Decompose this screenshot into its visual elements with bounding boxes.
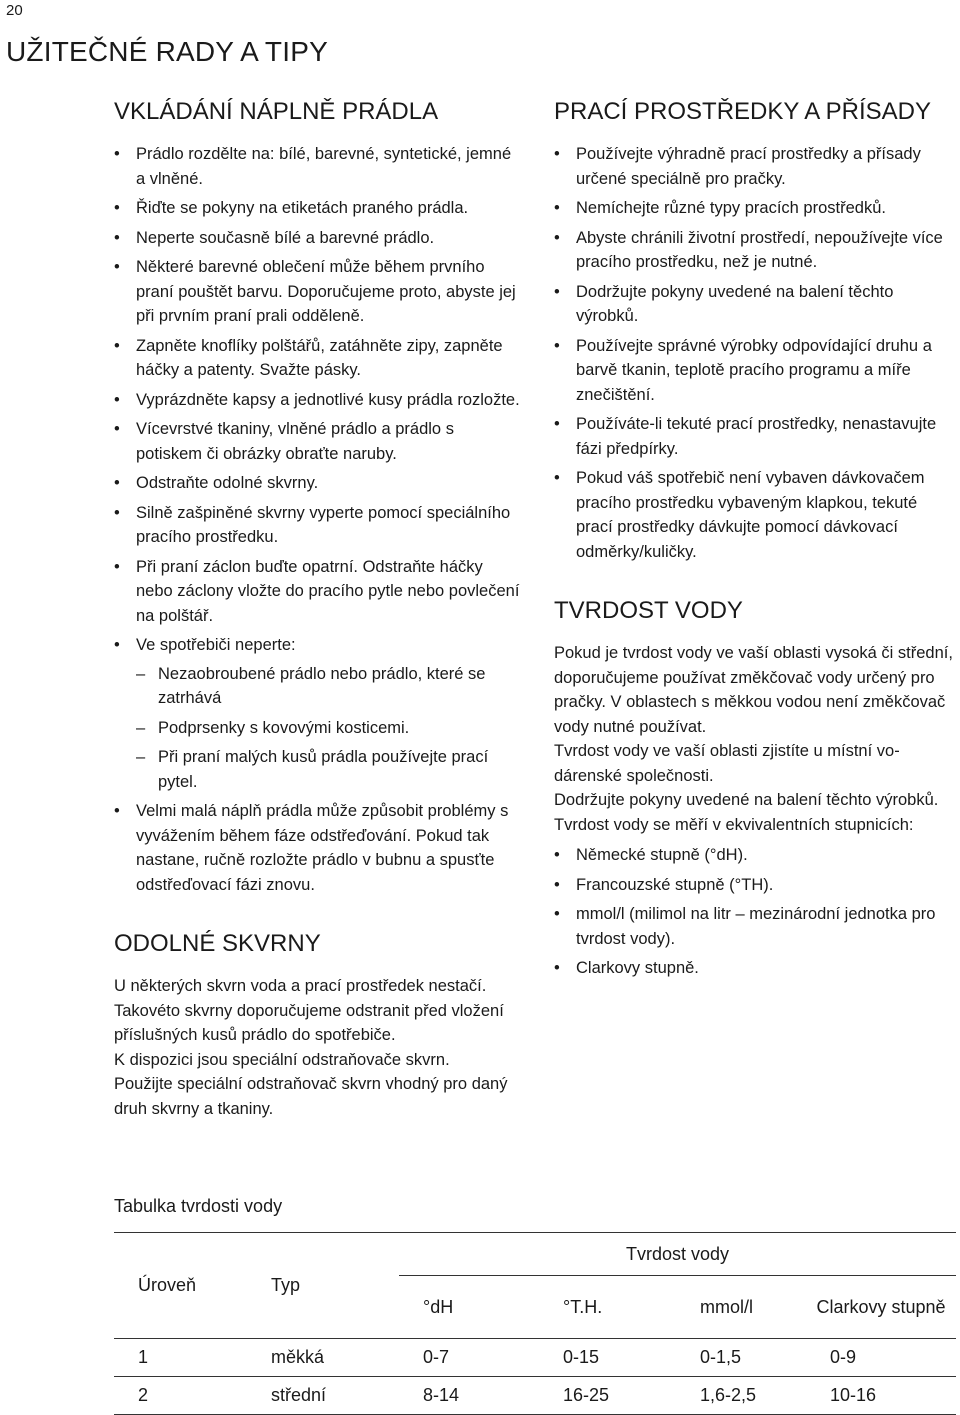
cell-dh: 0-7 [399,1339,539,1377]
table-caption: Tabulka tvrdosti vody [114,1196,283,1216]
list-item [114,633,524,794]
list-item: • Odstraňte odolné skvrny. [114,471,524,496]
list-item: • Používejte výhradně prací prostředky a přísady určené speciálně pro pračky. [554,142,958,191]
loading-heading: VKLÁDÁNÍ NÁPLNĚ PRÁDLA [114,98,439,125]
cell-level: 2 [114,1377,247,1415]
list-item: – Nezaobroubené prádlo nebo prádlo, které se zatrhává [136,662,524,711]
detergents-heading: PRACÍ PROSTŘEDKY A PŘÍSADY [554,98,932,125]
table-row [114,1377,956,1415]
list-item: • mmol/l (milimol na litr – mezinárodní jednotka pro tvrdost vody). [554,902,958,951]
stains-paragraph: K dispozici jsou speciální odstraňovače skvrn. [114,1050,450,1069]
list-item: • Silně zašpiněné skvrny vyperte pomocí speciálního pracího prostředku. [114,501,524,550]
list-item: • Používejte správné výrobky odpovídající druhu a barvě tkanin, teplotě pracího programu a míře znečištění. [554,334,958,408]
right-column [554,96,958,986]
cell-dh: 8-14 [399,1377,539,1415]
header-th: °T.H. [539,1276,676,1339]
loading-list [114,142,524,897]
list-item: • Abyste chránili životní prostředí, nepoužívejte více pracího prostředku, než je nutné. [554,226,958,275]
do-not-wash-label: Ve spotřebiči neperte: [136,636,296,654]
list-item: • Velmi malá náplň prádla může způsobit problémy s vyvážením během fáze odstřeďování. Pokud tak nastane, ručně rozložte prádlo v bubnu a spusťte odstřeďovací fázi znovu. [114,799,524,897]
list-item: • Německé stupně (°dH). [554,843,958,868]
cell-type: měkká [247,1339,399,1377]
left-column [114,96,524,1121]
cell-type: střední [247,1377,399,1415]
header-clark: Clarkovy stupně [806,1276,956,1339]
list-item: • Prádlo rozdělte na: bílé, barevné, syntetické, jemné a vlněné. [114,142,524,191]
stains-paragraph: Takovéto skvrny doporučujeme odstranit před vložení příslušných kusů prádlo do spotřebiče. [114,1001,504,1044]
list-item: • Řiďte se pokyny na etiketách praného prádla. [114,196,524,221]
hardness-paragraph: Tvrdost vody se měří v ekvivalentních stupnicích: [554,815,914,834]
header-level: Úroveň [114,1233,247,1339]
hardness-paragraph: Tvrdost vody ve vaší oblasti zjistíte u místní vodárenské společnosti. [554,742,900,785]
cell-mmol: 0-1,5 [676,1339,806,1377]
hardness-heading: TVRDOST VODY [554,597,743,624]
page-number: 20 [6,2,23,19]
list-item: • Vícevrstvé tkaniny, vlněné prádlo a prádlo s potiskem či obrázky obraťte naruby. [114,417,524,466]
cell-clark: 0-9 [806,1339,956,1377]
header-dh: °dH [399,1276,539,1339]
cell-clark: 10-16 [806,1377,956,1415]
do-not-wash-list [136,662,524,795]
cell-th: 0-15 [539,1339,676,1377]
hardness-paragraph: Pokud je tvrdost vody ve vaší oblasti vysoká či střední, doporučujeme používat změkčovač vody určený pro pračky. V oblastech s měkkou vodou není změkčovač vody nutné používat. [554,644,953,736]
list-item: • Používáte-li tekuté prací prostředky, nenastavujte fázi předpírky. [554,412,958,461]
cell-mmol: 1,6-2,5 [676,1377,806,1415]
hardness-scales-list [554,843,958,981]
table-row [114,1339,956,1377]
detergents-list [554,142,958,564]
list-item: – Podprsenky s kovovými kosticemi. [136,716,524,741]
list-item: • Francouzské stupně (°TH). [554,873,958,898]
list-item: • Při praní záclon buďte opatrní. Odstraňte háčky nebo záclony vložte do pracího pytle nebo povlečení na polštář. [114,555,524,629]
header-water-hardness: Tvrdost vody [399,1233,956,1276]
list-item: • Pokud váš spotřebič není vybaven dávkovačem pracího prostředku vybaveným klapkou, tekuté prací prostředky dávkujte pomocí dávkovací odměrky/kuličky. [554,466,958,564]
stains-heading: ODOLNÉ SKVRNY [114,930,321,957]
list-item: • Zapněte knoflíky polštářů, zatáhněte zipy, zapněte háčky a patenty. Svažte pásky. [114,334,524,383]
list-item: • Některé barevné oblečení může během prvního praní pouštět barvu. Doporučujeme proto, abyste jej při prvním praní prali odděleně. [114,255,524,329]
stains-paragraph: Použijte speciální odstraňovač skvrn vhodný pro daný druh skvrny a tkaniny. [114,1075,508,1118]
cell-level: 1 [114,1339,247,1377]
list-item: • Clarkovy stupně. [554,956,958,981]
hardness-paragraph: Dodržujte pokyny uvedené na balení těchto výrobků. [554,791,939,809]
stains-paragraph: U některých skvrn voda a prací prostředek nestačí. [114,977,487,995]
water-hardness-table [114,1232,956,1415]
list-item: • Dodržujte pokyny uvedené na balení těchto výrobků. [554,280,958,329]
list-item: • Vyprázdněte kapsy a jednotlivé kusy prádla rozložte. [114,388,524,413]
header-mmol: mmol/l [676,1276,806,1339]
list-item: • Neperte současně bílé a barevné prádlo. [114,226,524,251]
list-item: • Nemíchejte různé typy pracích prostředků. [554,196,958,221]
cell-th: 16-25 [539,1377,676,1415]
page-title: UŽITEČNÉ RADY A TIPY [6,36,328,67]
list-item: – Při praní malých kusů prádla používejte prací pytel. [136,745,524,794]
header-type: Typ [247,1233,399,1339]
